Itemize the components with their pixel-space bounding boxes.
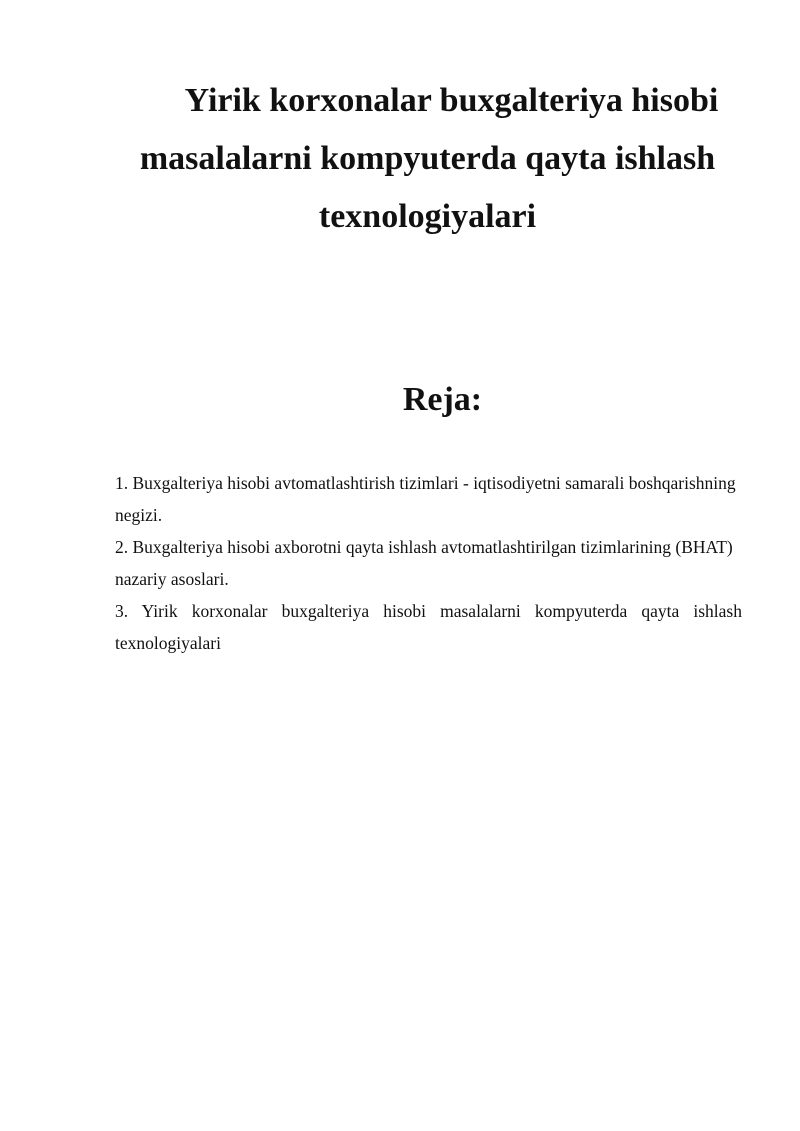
document-title: Yirik korxonalar buxgalteriya hisobi masalalarni kompyuterda qayta ishlash texnologiyalari — [139, 82, 719, 235]
plan-heading: Reja: — [402, 381, 483, 418]
plan-item-2: 2. Buxgalteriya hisobi axborotni qayta ishlash avtomatlashtirilgan tizimlarining (BHAT) nazariy asoslari. — [115, 537, 733, 589]
plan-item-1: 1. Buxgalteriya hisobi avtomatlashtirish tizimlari - iqtisodiyetni samarali boshqarishning negizi. — [115, 473, 736, 525]
plan-item-3: 3. Yirik korxonalar buxgalteriya hisobi masalalarni kompyuterda qayta ishlash texnologiyalari — [115, 601, 742, 653]
plan-list — [115, 467, 742, 659]
